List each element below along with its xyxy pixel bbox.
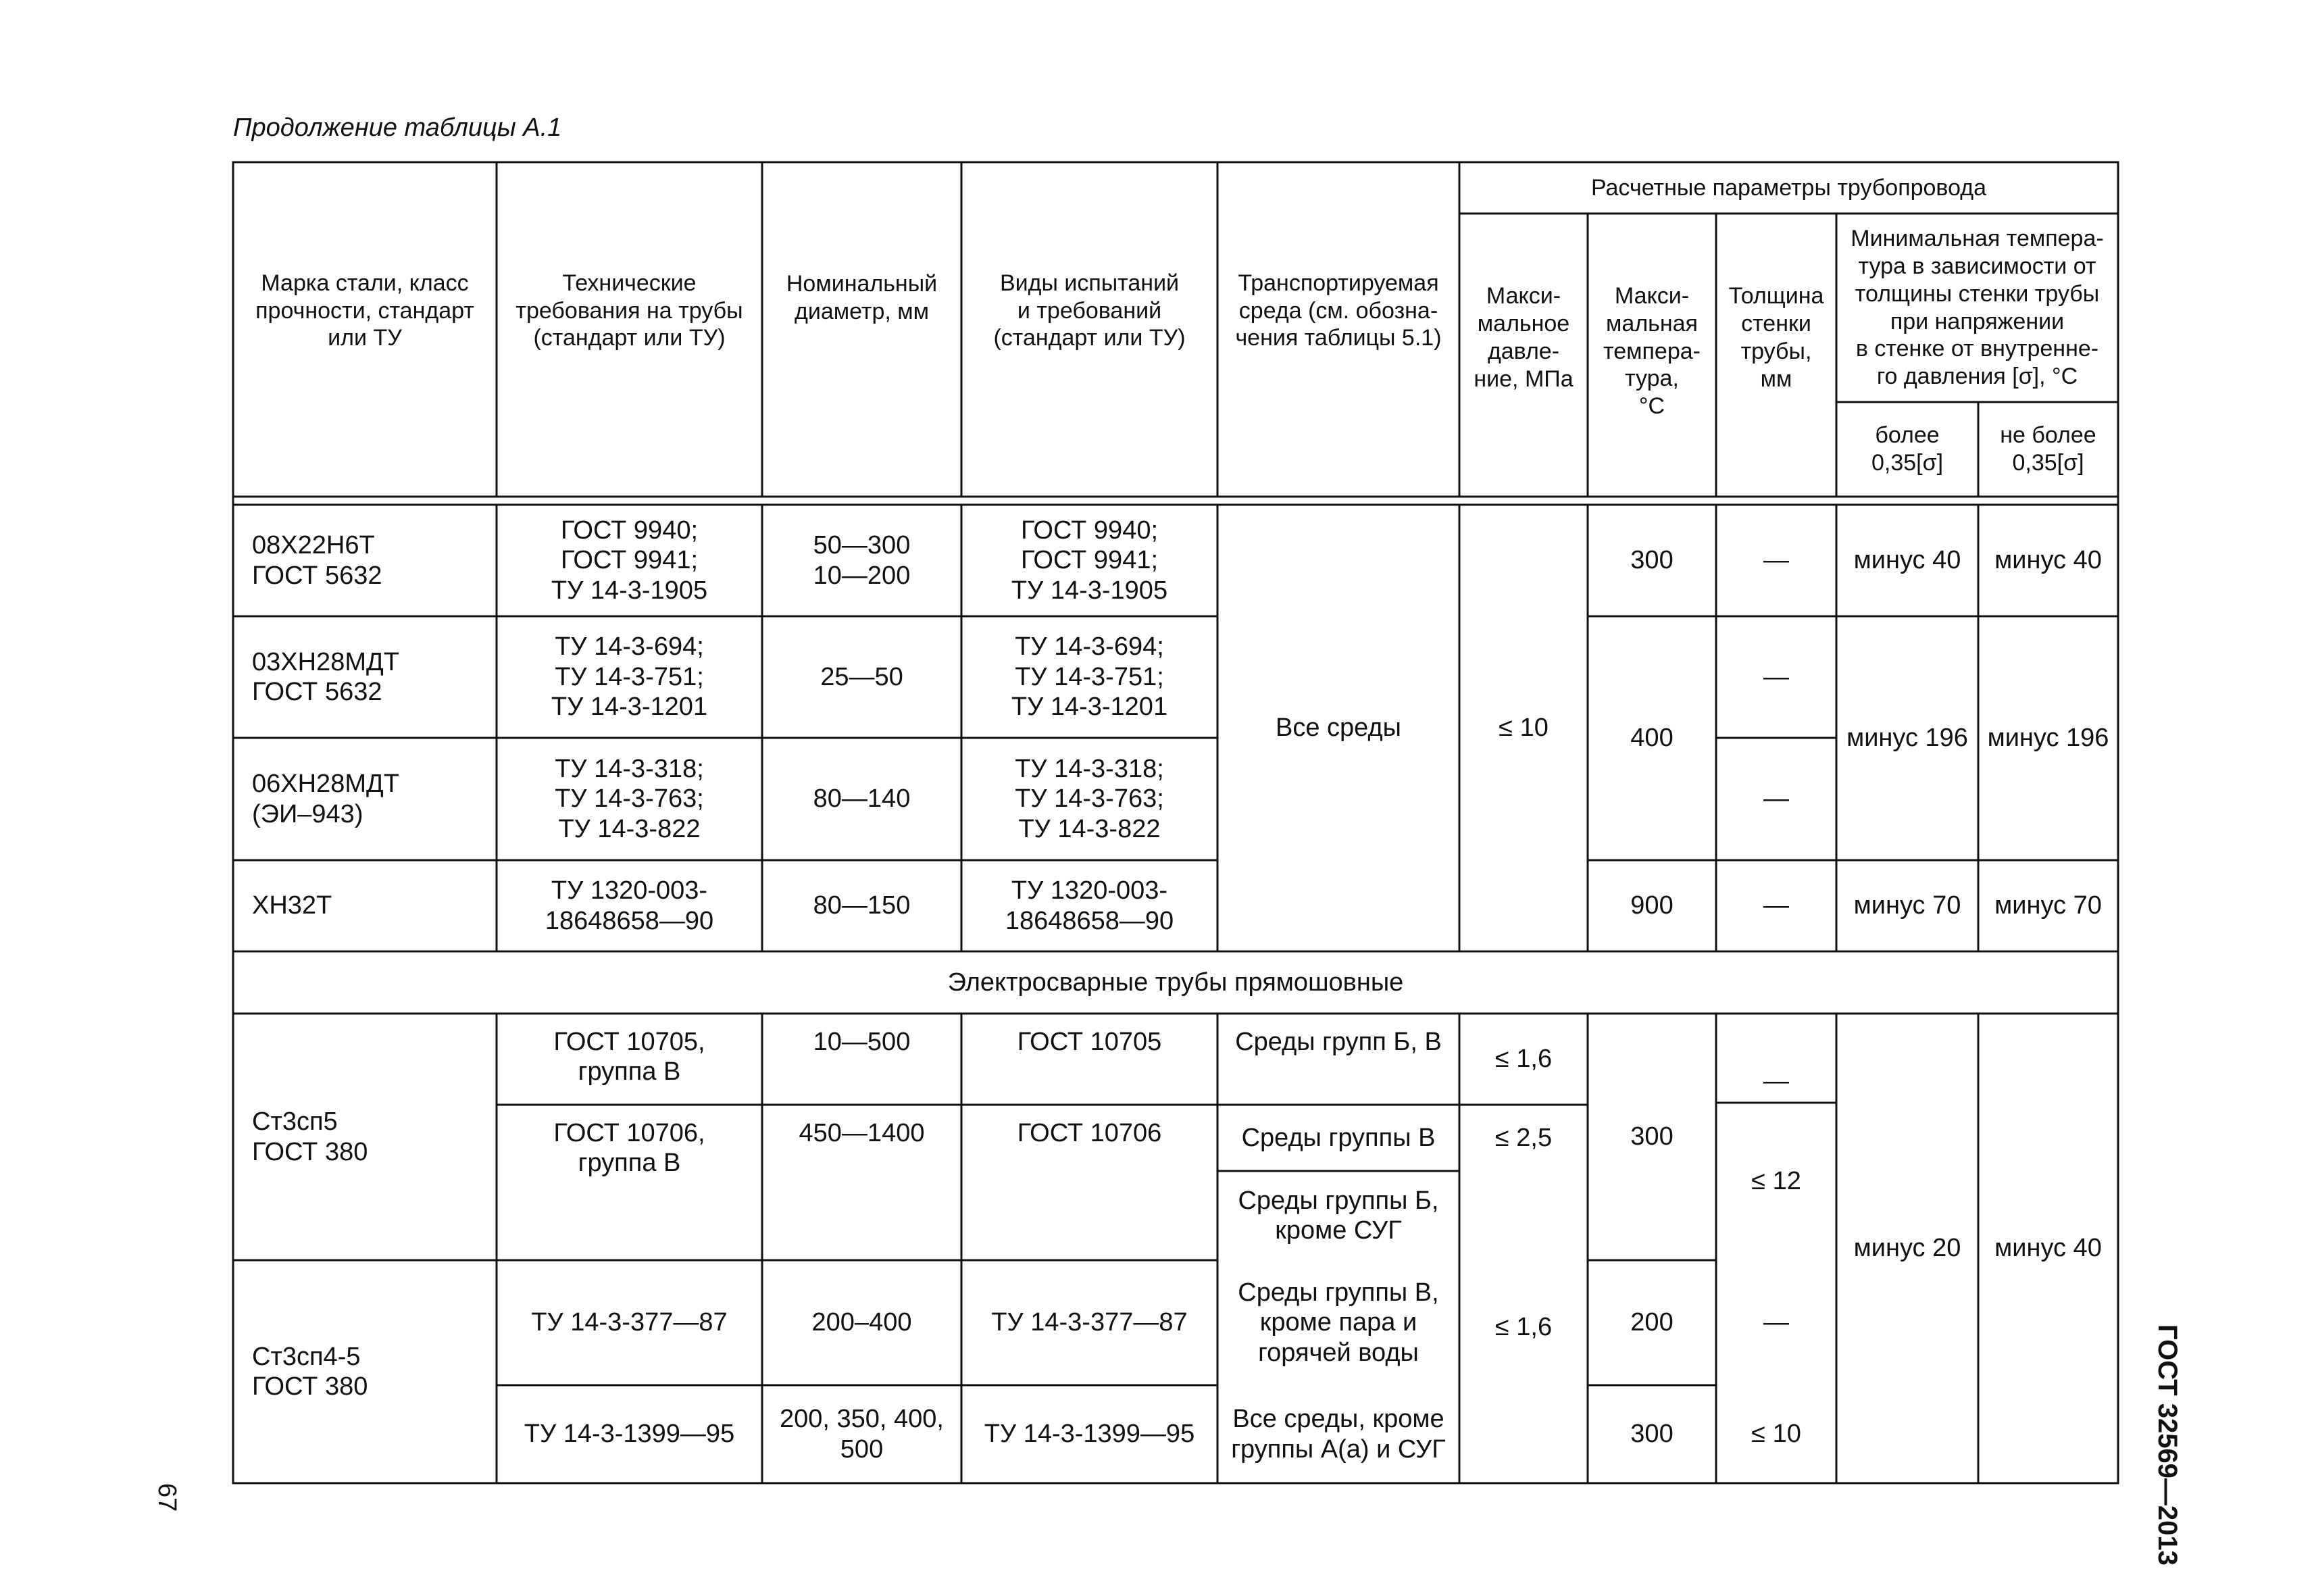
header-steel: Марка стали, класс прочности, стандарт или ТУ — [255, 270, 474, 351]
r2-steel: 03ХН28МДТ ГОСТ 5632 — [252, 647, 399, 706]
r1-tests: ГОСТ 9940; ГОСТ 9941; ТУ 14-3-1905 — [1011, 516, 1168, 605]
s2-temp-a: 200 — [1630, 1308, 1674, 1337]
r1-not-over: минус 40 — [1994, 546, 2102, 575]
r1-steel: 08Х22Н6Т ГОСТ 5632 — [252, 531, 382, 590]
s1-wall-a: — — [1763, 1066, 1789, 1095]
r3-tests: ТУ 14-3-318; ТУ 14-3-763; ТУ 14-3-822 — [1015, 754, 1164, 843]
table-caption: Продолжение таблицы А.1 — [233, 114, 562, 142]
r1-diam: 50—300 10—200 — [813, 531, 911, 590]
s1-tech-b: ГОСТ 10706, группа В — [553, 1119, 705, 1178]
s2-tech-a: ТУ 14-3-377—87 — [531, 1308, 728, 1337]
s2-steel: Ст3сп4-5 ГОСТ 380 — [252, 1342, 368, 1401]
r3-steel: 06ХН28МДТ (ЭИ–943) — [252, 770, 399, 828]
r1-temp: 300 — [1630, 546, 1674, 575]
s1-temp: 300 — [1630, 1122, 1674, 1151]
r4-temp: 900 — [1630, 891, 1674, 920]
header-min-temp: Минимальная темпера- тура в зависимости от толщины стенки трубы при напряжении в стенке от внутренне- го давления [σ], °С — [1851, 226, 2104, 390]
s2-tests-b: ТУ 14-3-1399—95 — [984, 1420, 1195, 1449]
s1-pressure-a: ≤ 1,6 — [1494, 1045, 1553, 1074]
header-not-over: не более 0,35[σ] — [2000, 422, 2096, 476]
s2-diam-a: 200–400 — [811, 1308, 912, 1337]
s2-wall-a: — — [1763, 1308, 1789, 1337]
s1-medium-c: Среды группы Б, кроме СУГ — [1238, 1186, 1439, 1245]
section-welded-pipes: Электросварные трубы прямошовные — [947, 968, 1404, 997]
r1-tech: ГОСТ 9940; ГОСТ 9941; ТУ 14-3-1905 — [551, 516, 708, 605]
header-diam: Номинальный диаметр, мм — [786, 271, 938, 324]
s2-medium-b: Все среды, кроме группы А(а) и СУГ — [1231, 1405, 1446, 1464]
r23-over: минус 196 — [1846, 724, 1968, 753]
r2-wall: — — [1763, 662, 1789, 691]
r2-diam: 25—50 — [820, 662, 903, 691]
header-params: Расчетные параметры трубопровода — [1590, 174, 1987, 201]
welded-over: минус 20 — [1853, 1234, 1961, 1263]
s1-wall-bc: ≤ 12 — [1751, 1167, 1801, 1196]
s2-tech-b: ТУ 14-3-1399—95 — [524, 1420, 735, 1449]
s2-pressure-cd: ≤ 1,6 — [1494, 1312, 1553, 1341]
s1-steel: Ст3сп5 ГОСТ 380 — [252, 1107, 368, 1166]
r4-tests: ТУ 1320-003- 18648658—90 — [1005, 876, 1174, 935]
r2-tech: ТУ 14-3-694; ТУ 14-3-751; ТУ 14-3-1201 — [551, 632, 708, 722]
header-tests: Виды испытаний и требований (стандарт или ТУ) — [993, 270, 1186, 351]
header-pressure: Макси- мальное давле- ние, МПа — [1474, 283, 1574, 392]
s1-diam-b: 450—1400 — [799, 1119, 925, 1147]
s1-pressure-b: ≤ 2,5 — [1494, 1123, 1553, 1152]
s2-diam-b: 200, 350, 400, 500 — [780, 1405, 944, 1464]
r4-steel: ХН32Т — [252, 891, 332, 920]
header-temp: Макси- мальная темпера- тура, °С — [1603, 283, 1701, 420]
r4-not-over: минус 70 — [1994, 891, 2102, 920]
group1-medium: Все среды — [1276, 714, 1401, 743]
s1-medium-b: Среды группы В — [1241, 1123, 1436, 1152]
welded-not-over: минус 40 — [1994, 1234, 2102, 1263]
s2-tests-a: ТУ 14-3-377—87 — [991, 1308, 1188, 1337]
s2-temp-b: 300 — [1630, 1420, 1674, 1449]
r3-tech: ТУ 14-3-318; ТУ 14-3-763; ТУ 14-3-822 — [555, 754, 704, 843]
r23-not-over: минус 196 — [1987, 724, 2109, 753]
r4-over: минус 70 — [1853, 891, 1961, 920]
s1-tests-b: ГОСТ 10706 — [1017, 1119, 1162, 1147]
header-medium: Транспортируемая среда (см. обозна- чения таблицы 5.1) — [1235, 270, 1442, 351]
s1-tech-a: ГОСТ 10705, группа В — [553, 1028, 705, 1087]
r3-wall: — — [1763, 784, 1789, 814]
r4-wall: — — [1763, 891, 1789, 920]
s2-medium-a: Среды группы В, кроме пара и горячей воды — [1238, 1278, 1439, 1367]
header-over: более 0,35[σ] — [1871, 422, 1944, 476]
r1-wall: — — [1763, 546, 1789, 575]
r3-diam: 80—140 — [813, 784, 911, 814]
page-number: 67 — [153, 1483, 181, 1512]
header-tech: Технические требования на трубы (стандарт или ТУ) — [515, 270, 743, 351]
s1-diam-a: 10—500 — [813, 1028, 911, 1056]
group1-pressure: ≤ 10 — [1499, 714, 1549, 743]
r2-tests: ТУ 14-3-694; ТУ 14-3-751; ТУ 14-3-1201 — [1011, 632, 1168, 722]
s2-wall-b: ≤ 10 — [1751, 1420, 1801, 1449]
s1-tests-a: ГОСТ 10705 — [1017, 1028, 1162, 1056]
document-code: ГОСТ 32569—2013 — [2153, 1324, 2182, 1566]
r1-over: минус 40 — [1853, 546, 1961, 575]
r4-tech: ТУ 1320-003- 18648658—90 — [545, 876, 714, 935]
r23-temp: 400 — [1630, 724, 1674, 753]
header-wall: Толщина стенки трубы, мм — [1728, 283, 1824, 392]
s1-medium-a: Среды групп Б, В — [1235, 1028, 1442, 1056]
r4-diam: 80—150 — [813, 891, 911, 920]
